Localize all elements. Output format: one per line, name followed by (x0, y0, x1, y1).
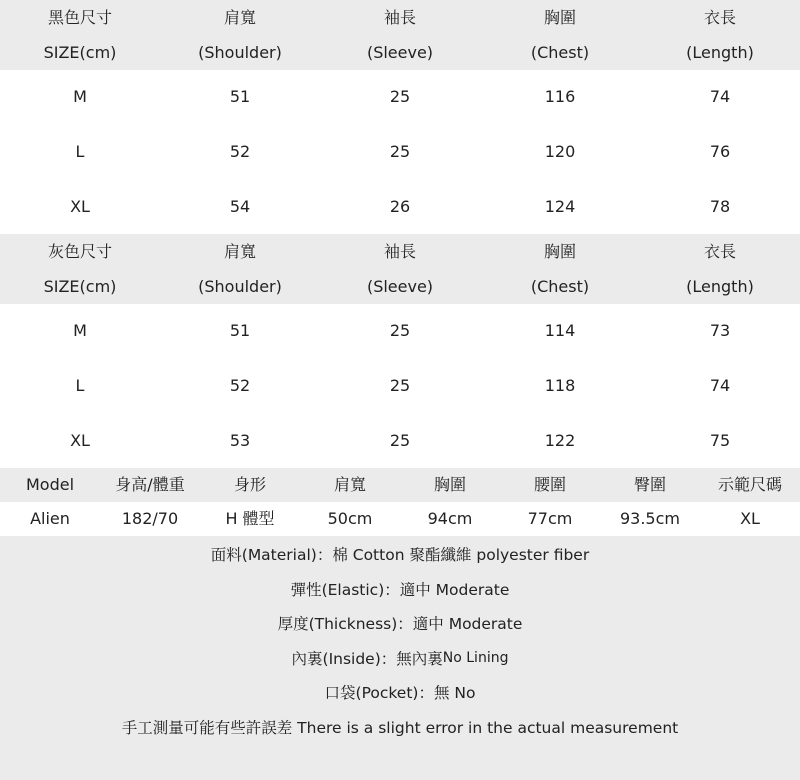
black-title: 黑色尺寸 (47, 8, 112, 27)
header-chest-en: (Chest) (530, 43, 590, 62)
table-row (0, 70, 800, 125)
sleeve-cell: 25 (389, 87, 411, 107)
shoulder-cell: 52 (229, 376, 251, 396)
size-cell: M (73, 321, 87, 341)
model-header-hip: 臀圍 (633, 475, 666, 495)
sleeve-cell: 25 (389, 430, 411, 450)
pocket-note: 口袋(Pocket)：無 No (324, 684, 476, 703)
black-header-band (0, 0, 800, 70)
chest-cell: 116 (544, 87, 576, 107)
header-length-en: (Length) (686, 43, 754, 62)
sleeve-cell: 25 (389, 376, 411, 396)
elastic-note: 彈性(Elastic)：適中 Moderate (290, 580, 510, 599)
gray-header-row-en (0, 270, 800, 304)
size-cell: XL (70, 196, 90, 216)
chest-cell: 124 (544, 196, 576, 216)
thickness-note: 厚度(Thickness)：適中 Moderate (277, 615, 523, 634)
table-row (0, 413, 800, 468)
length-cell: 76 (709, 142, 731, 162)
length-cell: 74 (709, 87, 731, 107)
header-sleeve-zh: 袖長 (383, 8, 416, 27)
gray-title: 灰色尺寸 (47, 242, 112, 262)
shoulder-cell: 53 (229, 430, 251, 450)
fabric-notes (0, 536, 800, 780)
model-height-weight: 182/70 (121, 509, 179, 529)
table-row (0, 359, 800, 414)
size-cell: M (73, 87, 87, 107)
model-header-shoulder: 肩寬 (333, 475, 366, 495)
model-value-row (0, 502, 800, 536)
black-header-row-zh (0, 0, 800, 36)
sleeve-cell: 26 (389, 196, 411, 216)
size-cell: L (75, 142, 85, 162)
model-hip: 93.5cm (619, 509, 680, 529)
model-header-height-weight: 身高/體重 (115, 475, 185, 495)
table-row (0, 125, 800, 180)
header-sleeve-en: (Sleeve) (366, 43, 434, 62)
gray-table-body (0, 304, 800, 468)
header-length-zh: 衣長 (703, 242, 736, 262)
model-name: Alien (30, 509, 70, 529)
header-shoulder-en: (Shoulder) (198, 277, 282, 297)
chest-cell: 118 (544, 376, 576, 396)
model-body-type: H 體型 (225, 509, 275, 529)
inside-note-en: No Lining (442, 649, 509, 666)
model-header-row (0, 468, 800, 502)
header-shoulder-zh: 肩寬 (223, 8, 256, 27)
black-header-row-en (0, 36, 800, 70)
model-size: XL (740, 509, 760, 529)
length-cell: 74 (709, 376, 731, 396)
model-table (0, 468, 800, 536)
model-chest: 94cm (427, 509, 473, 529)
inside-note-main: 內裏(Inside)：無內裏 (291, 649, 443, 668)
shoulder-cell: 52 (229, 142, 251, 162)
model-shoulder: 50cm (327, 509, 373, 529)
model-header-name: Model (25, 475, 75, 495)
size-cell: L (75, 376, 85, 396)
header-chest-zh: 胸圍 (543, 242, 576, 262)
chest-cell: 122 (544, 430, 576, 450)
shoulder-cell: 51 (229, 87, 251, 107)
gray-size-table (0, 234, 800, 468)
chest-cell: 120 (544, 142, 576, 162)
chest-cell: 114 (544, 321, 576, 341)
black-table-body (0, 70, 800, 234)
size-cell: XL (70, 430, 90, 450)
header-shoulder-zh: 肩寬 (223, 242, 256, 262)
header-length-zh: 衣長 (703, 8, 736, 27)
header-chest-zh: 胸圍 (543, 8, 576, 27)
inside-note (0, 641, 800, 676)
size-label: SIZE(cm) (43, 43, 117, 62)
sleeve-cell: 25 (389, 321, 411, 341)
size-label: SIZE(cm) (43, 277, 117, 297)
gray-header-row-zh (0, 234, 800, 270)
length-cell: 75 (709, 430, 731, 450)
model-waist: 77cm (527, 509, 573, 529)
model-header-body-type: 身形 (233, 475, 266, 495)
shoulder-cell: 54 (229, 196, 251, 216)
model-header-size: 示範尺碼 (717, 475, 782, 495)
header-sleeve-zh: 袖長 (383, 242, 416, 262)
shoulder-cell: 51 (229, 321, 251, 341)
black-size-table (0, 0, 800, 234)
table-row (0, 304, 800, 359)
header-length-en: (Length) (686, 277, 754, 297)
length-cell: 73 (709, 321, 731, 341)
table-row (0, 179, 800, 234)
gray-header-band (0, 234, 800, 304)
length-cell: 78 (709, 196, 731, 216)
model-header-chest: 胸圍 (433, 475, 466, 495)
header-chest-en: (Chest) (530, 277, 590, 297)
header-sleeve-en: (Sleeve) (366, 277, 434, 297)
header-shoulder-en: (Shoulder) (198, 43, 282, 62)
model-header-waist: 腰圍 (533, 475, 566, 495)
measurement-error-note: 手工測量可能有些許誤差 There is a slight error in the actual measurement (121, 718, 679, 737)
sleeve-cell: 25 (389, 142, 411, 162)
material-note: 面料(Material)：棉 Cotton 聚酯纖維 polyester fiber (210, 546, 590, 565)
